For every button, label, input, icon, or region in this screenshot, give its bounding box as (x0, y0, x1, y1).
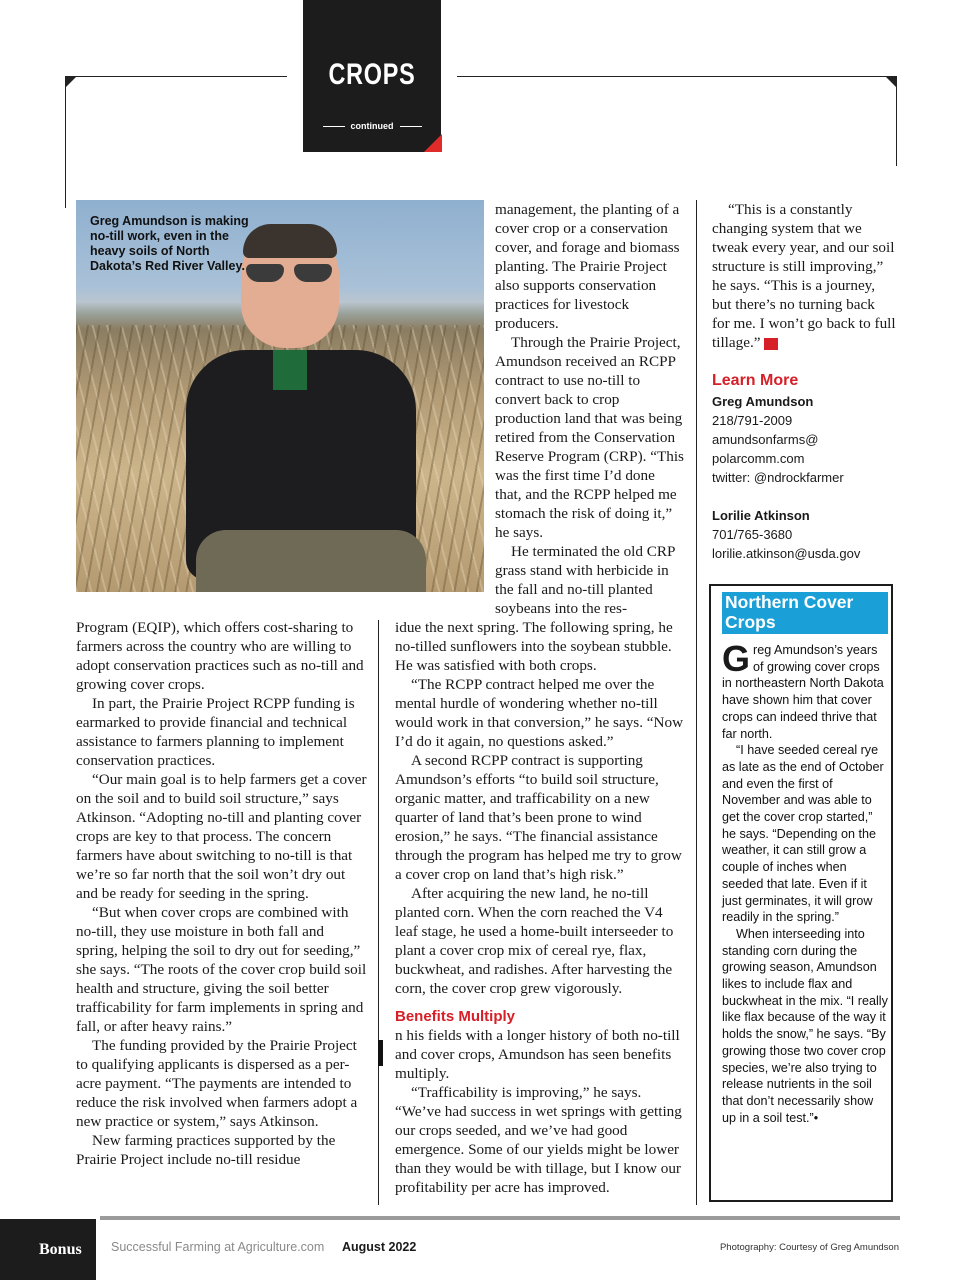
sidebar-paragraph: When interseeding into standing corn during the growing season, Amundson likes to include flax and buckwheat in the mix. “I really like flax because of the way it holds the snow,” he says. “By growing those two cover crop species, we’re also trying to release nutrients in the soil that don’t necessarily show up in a soil test.”• (722, 926, 888, 1125)
body-paragraph: “Trafficability is improving,” he says. “We’ve had success in wet springs with getting our crops seeded, and we’ve had good emergence. Some of our yields might be lower than they would be with tillage, but I know our profitability per acre has improved. (395, 1084, 682, 1196)
contact-line: 218/791-2009 (712, 413, 793, 428)
sidebar-text (722, 638, 888, 1126)
sidebar-title-box (722, 592, 888, 634)
column-divider-2 (696, 200, 697, 1205)
dropcap-bar (378, 1040, 383, 1066)
contact-line: amundsonfarms@ (712, 432, 819, 447)
benefits-heading: Benefits Multiply (395, 1008, 516, 1025)
body-paragraph: After acquiring the new land, he no-till planted corn. When the corn reached the V4 leaf stage, he used a home-built interseeder to plant a cover crop mix of cereal rye, flax, buckwheat, and radishes. After harvesting the corn, the cover crop grew vigorously. (395, 885, 674, 997)
body-paragraph: management, the planting of a cover crop or a conservation cover, and forage and biomass planting. The Prairie Project also supports conservation practices for livestock producers. (495, 201, 680, 332)
sidebar-box (709, 584, 893, 1202)
top-rule-left (65, 76, 287, 77)
sidebar-paragraph (722, 638, 888, 742)
contact-line: polarcomm.com (712, 451, 805, 466)
top-rule-right (457, 76, 897, 77)
body-paragraph: Program (EQIP), which offers cost-sharing to farmers across the country who are willing to adopt conservation practices such as no-till and growing cover crops. (76, 619, 364, 693)
body-paragraph: The funding provided by the Prairie Project to qualifying applicants is dispersed as a per-acre payment. “The payments are intended to reduce the risk involved when farmers adopt a new practice or system,” says Atkinson. (76, 1037, 358, 1130)
contact-line: twitter: @ndrockfarmer (712, 470, 844, 485)
learn-more-block (712, 370, 892, 563)
body-paragraph: A second RCPP contract is supporting Amundson’s efforts “to build soil structure, organic matter, and trafficability on a new quarter of land that’s been prone to wind erosion,” he says. “The financial assistance through the program has helped me try to grow a cover crop on land that’s high risk.” (395, 752, 682, 883)
body-paragraph: “But when cover crops are combined with no-till, they use moisture in both fall and spring, helping the soil to dry out for seeding,” she says. “The roots of the cover crop build soil health and structure, giving the soil better trafficability for farm implements in spring and fall, or after heavy rains.” (76, 904, 367, 1035)
body-paragraph: idue the next spring. The following spring, he no-tilled sunflowers into the soybean stubble. He was satisfied with both crops. (395, 619, 673, 674)
photo-credit: Photography: Courtesy of Greg Amundson (719, 1242, 899, 1253)
sidebar-dropcap: G (722, 638, 751, 679)
contact-name: Greg Amundson (712, 394, 814, 409)
contact-line: lorilie.atkinson@usda.gov (712, 546, 861, 561)
learn-more-heading: Learn More (712, 372, 799, 389)
column-divider-1 (378, 620, 379, 1205)
bonus-tab: Bonus (0, 1219, 96, 1280)
footer-rule (100, 1216, 900, 1220)
footer-publication: Successful Farming at Agriculture.com (111, 1240, 325, 1254)
body-paragraph: “Our main goal is to help farmers get a cover on the soil and to build soil structure,” says Atkinson. “Adopting no-till and planting cover crops are key to that process. The concern farmers have about switching to no-till is that we’re so far north that the soil won’t dry out and be ready for seeding in the spring. (76, 771, 367, 902)
red-corner-accent (424, 134, 442, 152)
closing-quote: “This is a constantly changing system that we tweak every year, and our soil structure is still improving,” he says. “This is a journey, but there’s no turning back for me. I won’t go back to full tillage.” (712, 201, 896, 351)
sidebar-paragraph: “I have seeded cereal rye as late as the end of October and even the first of November and was able to get the cover crop started,” he says. “Depending on the weather, it can still grow a couple of inches when seeded that late. Even if it just germinates, it will grow readily in the spring.” (722, 743, 884, 925)
continued-label: continued (303, 121, 441, 131)
sf-end-mark: SF (764, 338, 778, 350)
article-column-right (712, 200, 896, 352)
corner-triangle-left (65, 76, 77, 88)
sidebar-title: Northern Cover Crops (725, 592, 854, 632)
section-header-tab (303, 0, 441, 152)
left-margin-rule (65, 76, 66, 208)
article-column-middle-bottom (395, 618, 687, 1197)
contact-line: 701/765-3680 (712, 527, 793, 542)
footer-date: August 2022 (342, 1240, 417, 1254)
body-paragraph: In part, the Prairie Project RCPP funding is earmarked to provide financial and technical assistance to farmers planning to implement conservation practices. (76, 695, 355, 769)
photo-caption: Greg Amundson is making no-till work, even in the heavy soils of North Dakota’s Red River Valley. (90, 214, 249, 273)
article-column-middle-top (495, 200, 685, 618)
farmer-photo (76, 200, 484, 592)
article-column-left (76, 618, 368, 1169)
section-title: CROPS (328, 58, 416, 91)
body-paragraph: “The RCPP contract helped me over the mental hurdle of wondering whether no-till would work in that conversion,” he says. “Now I’d do it again, no questions asked.” (395, 676, 684, 750)
right-margin-rule (896, 76, 897, 166)
body-paragraph: Through the Prairie Project, Amundson received an RCPP contract to use no-till to convert back to crop production land that was being retired from the Conservation Reserve Program (CRP). “This was the first time I’d done that, and the RCPP helped me stomach the risk of doing it,” he says. (495, 334, 684, 541)
body-paragraph: He terminated the old CRP grass stand with herbicide in the fall and no-till planted soybeans into the res- (495, 543, 675, 617)
body-paragraph: New farming practices supported by the Prairie Project include no-till residue (76, 1132, 336, 1168)
sidebar-paragraph-text: reg Amundson’s years of growing cover crops in northeastern North Dakota have shown him that cover crops can indeed thrive that far north. (722, 643, 884, 741)
contact-name: Lorilie Atkinson (712, 508, 810, 523)
body-paragraph: n his fields with a longer history of both no-till and cover crops, Amundson has seen benefits multiply. (395, 1027, 680, 1082)
